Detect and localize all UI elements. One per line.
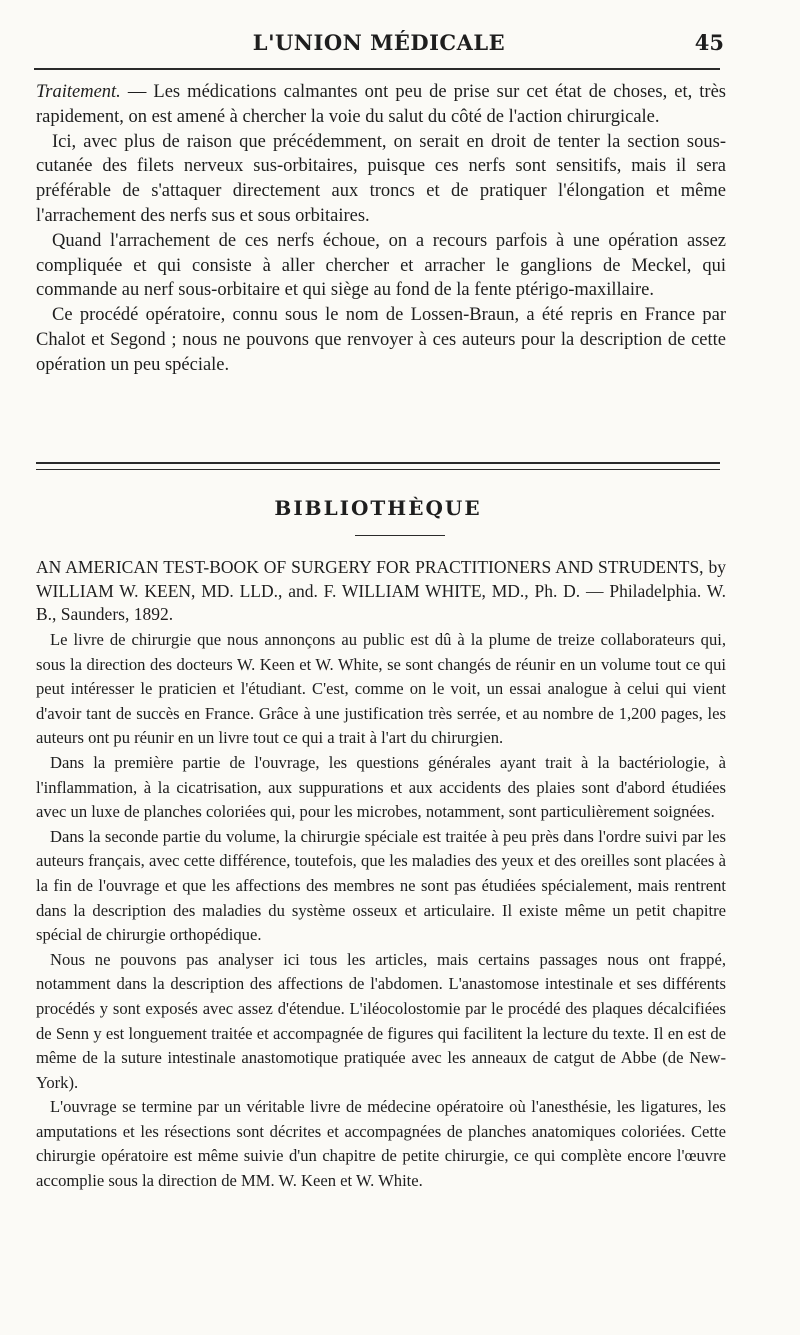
header-rule [34,68,720,70]
treatment-paragraph: Quand l'arrachement de ces nerfs échoue, on a recours parfois à une opération assez compliquée et qui consiste à aller chercher et arracher le ganglions de Meckel, qui commande au nerf sous-orbitaire et qui siège au fond de la fente ptérigo-maxillaire. [36,230,726,301]
treatment-paragraph: Ici, avec plus de raison que précédemment, on serait en droit de tenter la section sous-cutanée des filets nerveux sus-orbitaires, puisque ces nerfs sont sensitifs, mais il sera préférable de s'attaquer directement aux troncs et de pratiquer l'élongation et même l'arrachement des nerfs sus et sous orbitaires. [36,131,726,226]
treatment-paragraph: Ce procédé opératoire, connu sous le nom de Lossen-Braun, a été repris en France par Chalot et Segond ; nous ne pouvons que renvoyer à ces auteurs pour la description de cette opération un peu spéciale. [36,305,726,375]
book-citation: AN AMERICAN TEST-BOOK OF SURGERY FOR PRACTITIONERS AND STRUDENTS, by WILLIAM W. KEEN, MD. LLD., and. F. WILLIAM WHITE, MD., Ph. D. — Philadelphia. W. B., Saunders, 1892. [36,557,726,624]
review-paragraph: Nous ne pouvons pas analyser ici tous les articles, mais certains passages nous ont frappé, notamment dans la description des affections de l'abdomen. L'anastomose intestinale et ses différents procédés y sont exposés avec assez d'étendue. L'iléocolostomie par le procédé des plaques décalcifiées de Senn y est longuement traitée et accompagnée de figures qui facilitent la lecture du texte. Il en est de même de la suture intestinale anastomotique pratiquée avec les anneaux de catgut de Abbe (de New-York). [36,949,726,1092]
treatment-paragraph [36,80,726,130]
treatment-paragraph-text: — Les médications calmantes ont peu de prise sur cet état de choses, et, très rapidement, on est amené à chercher la voie du salut du côté de l'action chirurgicale. [36,82,726,127]
page-number: 45 [694,30,724,55]
review-paragraph: Dans la première partie de l'ouvrage, les questions générales ayant trait à la bactériologie, à l'inflammation, à la cicatrisation, aux suppurations et aux accidents des plaies sont d'abord étudiées avec un luxe de planches coloriées qui, pour les microbes, notamment, sont particulièrement soignées. [36,752,726,822]
review-paragraph: Le livre de chirurgie que nous annonçons au public est dû à la plume de treize collaborateurs qui, sous la direction des docteurs W. Keen et W. White, se sont changés de réunir en un volume tout ce qui peut intéresser le praticien et l'étudiant. C'est, comme on le voit, un essai analogue à celui qui vient d'avoir tant de succès en France. Grâce à une justification très serrée, et au nombre de 1,200 pages, les auteurs ont pu réunir en un livre tout ce qui a trait à l'art du chirurgien. [36,630,726,748]
review-body [36,628,726,1194]
section-title: BIBLIOTHÈQUE [274,496,482,520]
journal-title: L'UNION MÉDICALE [252,30,506,55]
review-paragraph: L'ouvrage se termine par un véritable livre de médecine opératoire où l'anesthésie, les ligatures, les amputations et les résections sont décrites et accompagnées de planches anatomiques coloriées. Cette chirurgie opératoire est même suivie d'un chapitre de petite chirurgie, ce qui complète encore l'œuvre accomplie sous la direction de MM. W. Keen et W. White. [36,1097,726,1191]
treatment-label: Traitement. [36,82,121,102]
treatment-section [36,80,726,378]
title-underline [355,535,445,536]
section-divider [36,462,720,470]
running-head [34,30,724,60]
review-paragraph: Dans la seconde partie du volume, la chirurgie spéciale est traitée à peu près dans l'ordre suivi par les auteurs français, avec cette différence, toutefois, que les maladies des yeux et des oreilles sont placées à la fin de l'ouvrage et que les affections des membres ne sont pas étudiées spécialement, mais rentrent dans la description des maladies du système osseux et articulaire. Il existe même un petit chapitre spécial de chirurgie orthopédique. [36,826,726,945]
